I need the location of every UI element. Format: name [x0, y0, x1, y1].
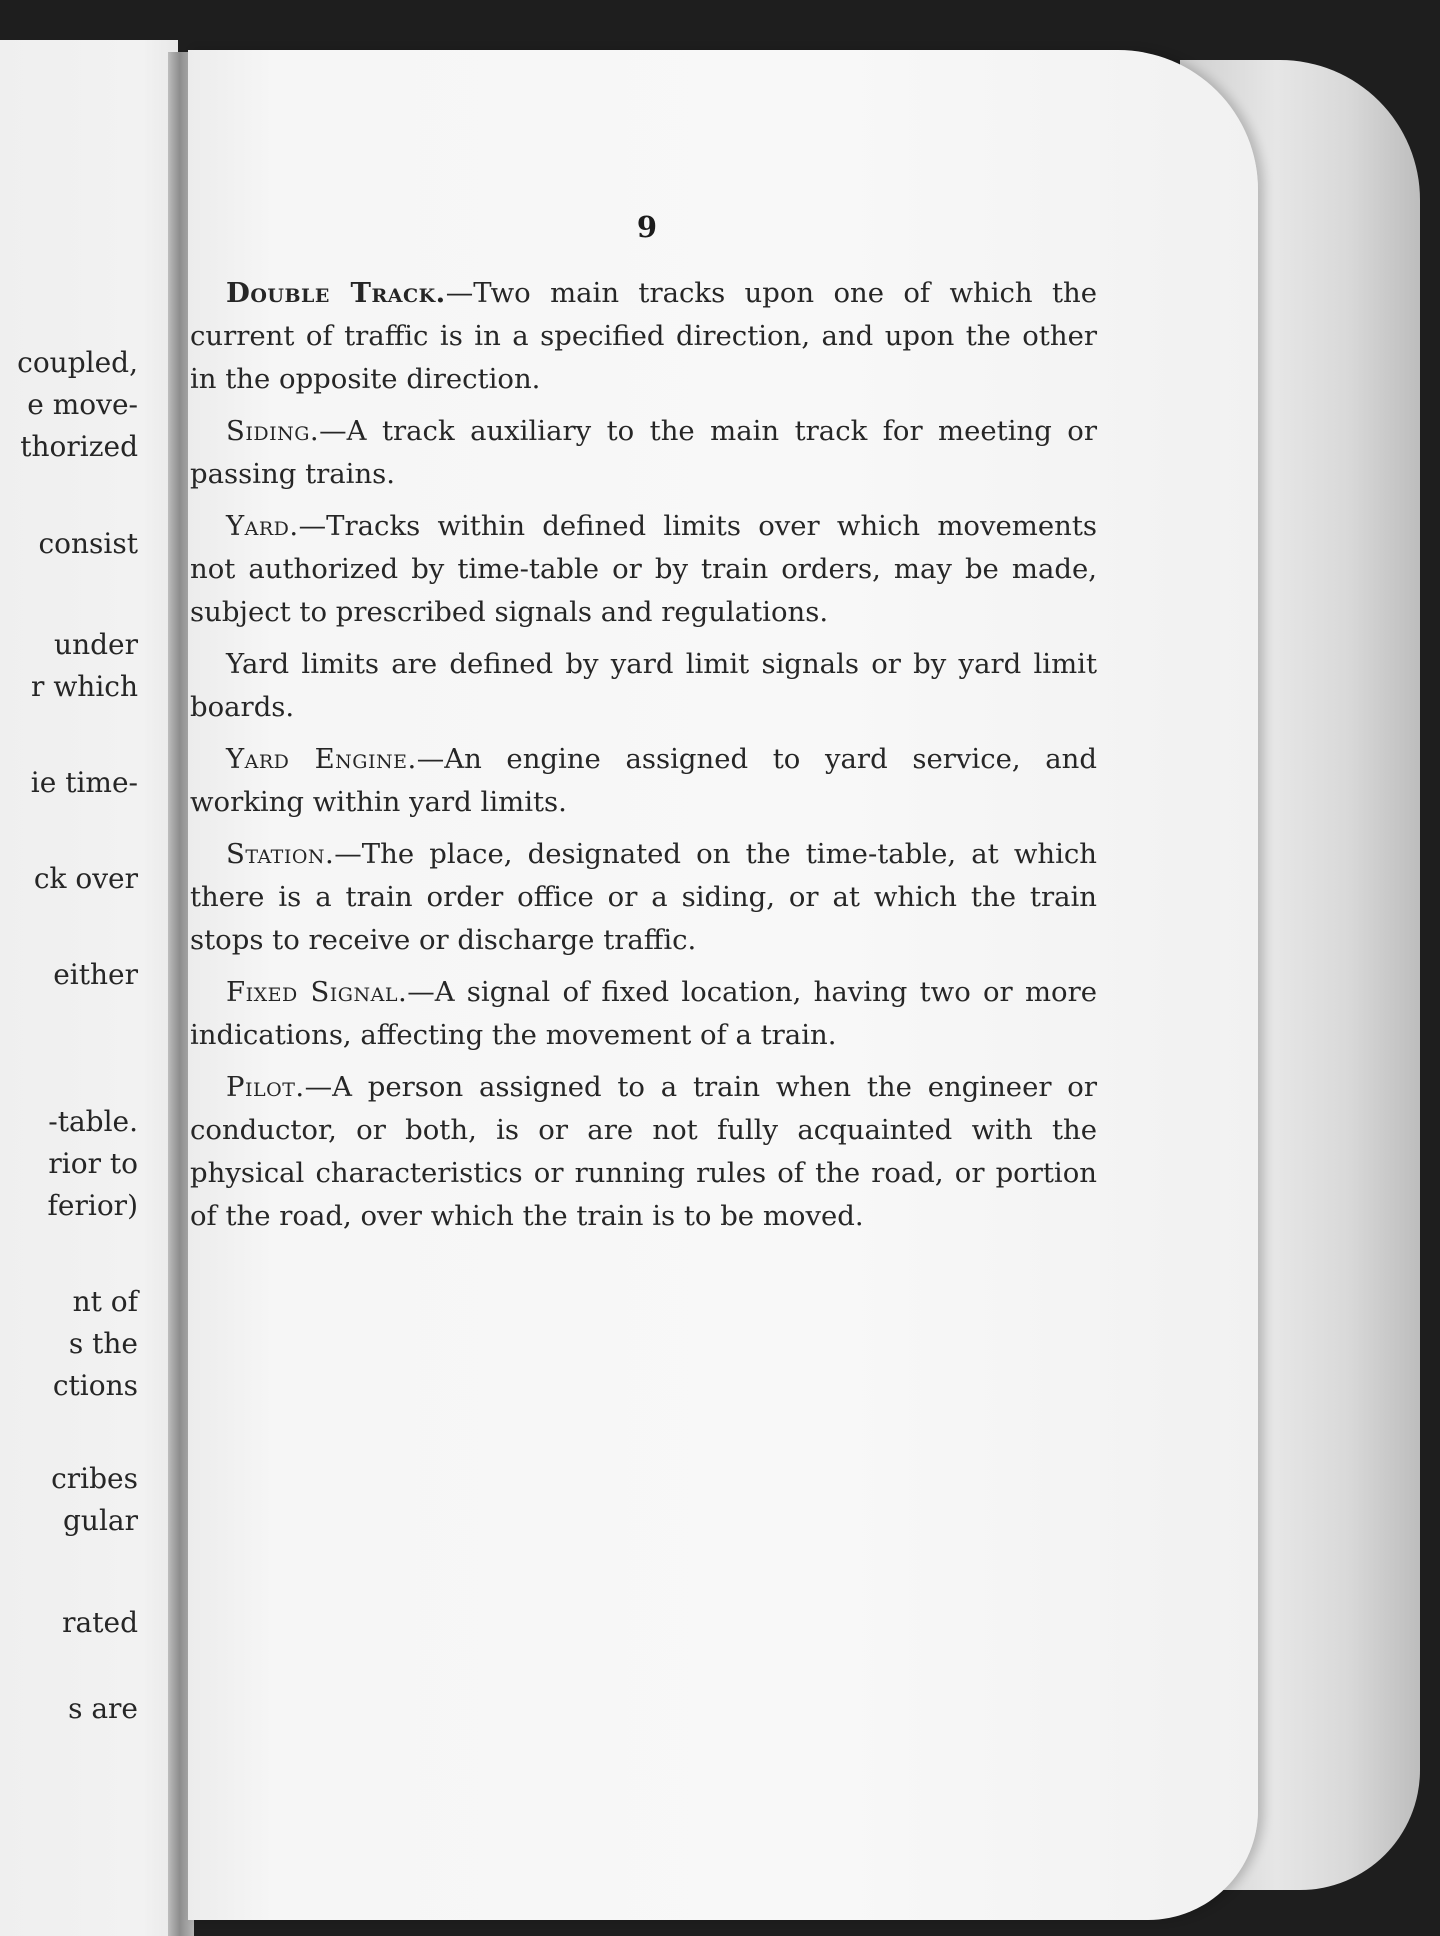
left-page-fragment: e move- — [27, 388, 138, 421]
left-page-fragment: r which — [31, 670, 138, 703]
definition-body: —The place, designated on the time-table, at which there is a train order office or a siding, or at which the train stops to receive or discharge traffic. — [190, 838, 1097, 956]
left-page-fragment: consist — [38, 527, 138, 560]
left-page-fragment: cribes — [51, 1462, 138, 1495]
left-page-fragment: s are — [68, 1692, 138, 1725]
definition-siding — [190, 410, 1097, 496]
left-page-fragment: thorized — [20, 430, 138, 463]
left-page — [0, 40, 178, 1936]
definition-body: —A signal of fixed location, having two or more indications, affecting the movement of a train. — [190, 976, 1097, 1051]
definition-body: —Two main tracks upon one of which the current of traffic is in a specified direction, and upon the other in the opposite direction. — [190, 277, 1097, 395]
term-label: Siding. — [226, 415, 320, 447]
definition-body: —An engine assigned to yard service, and working within yard limits. — [190, 743, 1097, 818]
left-page-fragment: nt of — [72, 1285, 138, 1318]
definition-body: —Tracks within defined limits over which movements not authorized by time-table or by train orders, may be made, subject to prescribed signals and regulations. — [190, 510, 1097, 628]
definition-yard — [190, 505, 1097, 634]
definition-body: —A track auxiliary to the main track for meeting or passing trains. — [190, 415, 1097, 490]
definitions-text — [190, 272, 1097, 1247]
definition-yard-engine — [190, 738, 1097, 824]
left-page-fragment: either — [53, 958, 138, 991]
definition-body: —A person assigned to a train when the engineer or conductor, or both, is or are not fully acquainted with the physical characteristics or running rules of the road, or portion of the road, over which the train is to be moved. — [190, 1071, 1097, 1232]
definition-yard-limits — [190, 643, 1097, 729]
definition-double-track — [190, 272, 1097, 401]
left-page-fragment: rated — [62, 1606, 138, 1639]
term-label: Yard. — [226, 510, 299, 542]
term-label: Fixed Signal. — [226, 976, 408, 1008]
definition-body: Yard limits are defined by yard limit signals or by yard limit boards. — [190, 648, 1097, 723]
definition-fixed-signal — [190, 971, 1097, 1057]
left-page-fragment: gular — [63, 1504, 138, 1537]
left-page-fragment: -table. — [48, 1105, 138, 1138]
left-page-fragment: under — [54, 628, 138, 661]
definition-pilot — [190, 1066, 1097, 1238]
page-number: 9 — [636, 210, 658, 244]
term-label: Pilot. — [226, 1071, 305, 1103]
left-page-fragment: ctions — [52, 1369, 138, 1402]
left-page-fragment: coupled, — [17, 346, 138, 379]
left-page-fragment: ferior) — [47, 1189, 138, 1222]
definition-station — [190, 833, 1097, 962]
left-page-fragment: ie time- — [30, 766, 138, 799]
term-label: Double Track. — [226, 277, 446, 309]
left-page-fragment: rior to — [48, 1147, 138, 1180]
term-label: Station. — [226, 838, 335, 870]
left-page-fragment: ck over — [33, 862, 138, 895]
left-page-fragment: s the — [68, 1327, 138, 1360]
term-label: Yard Engine. — [226, 743, 417, 775]
